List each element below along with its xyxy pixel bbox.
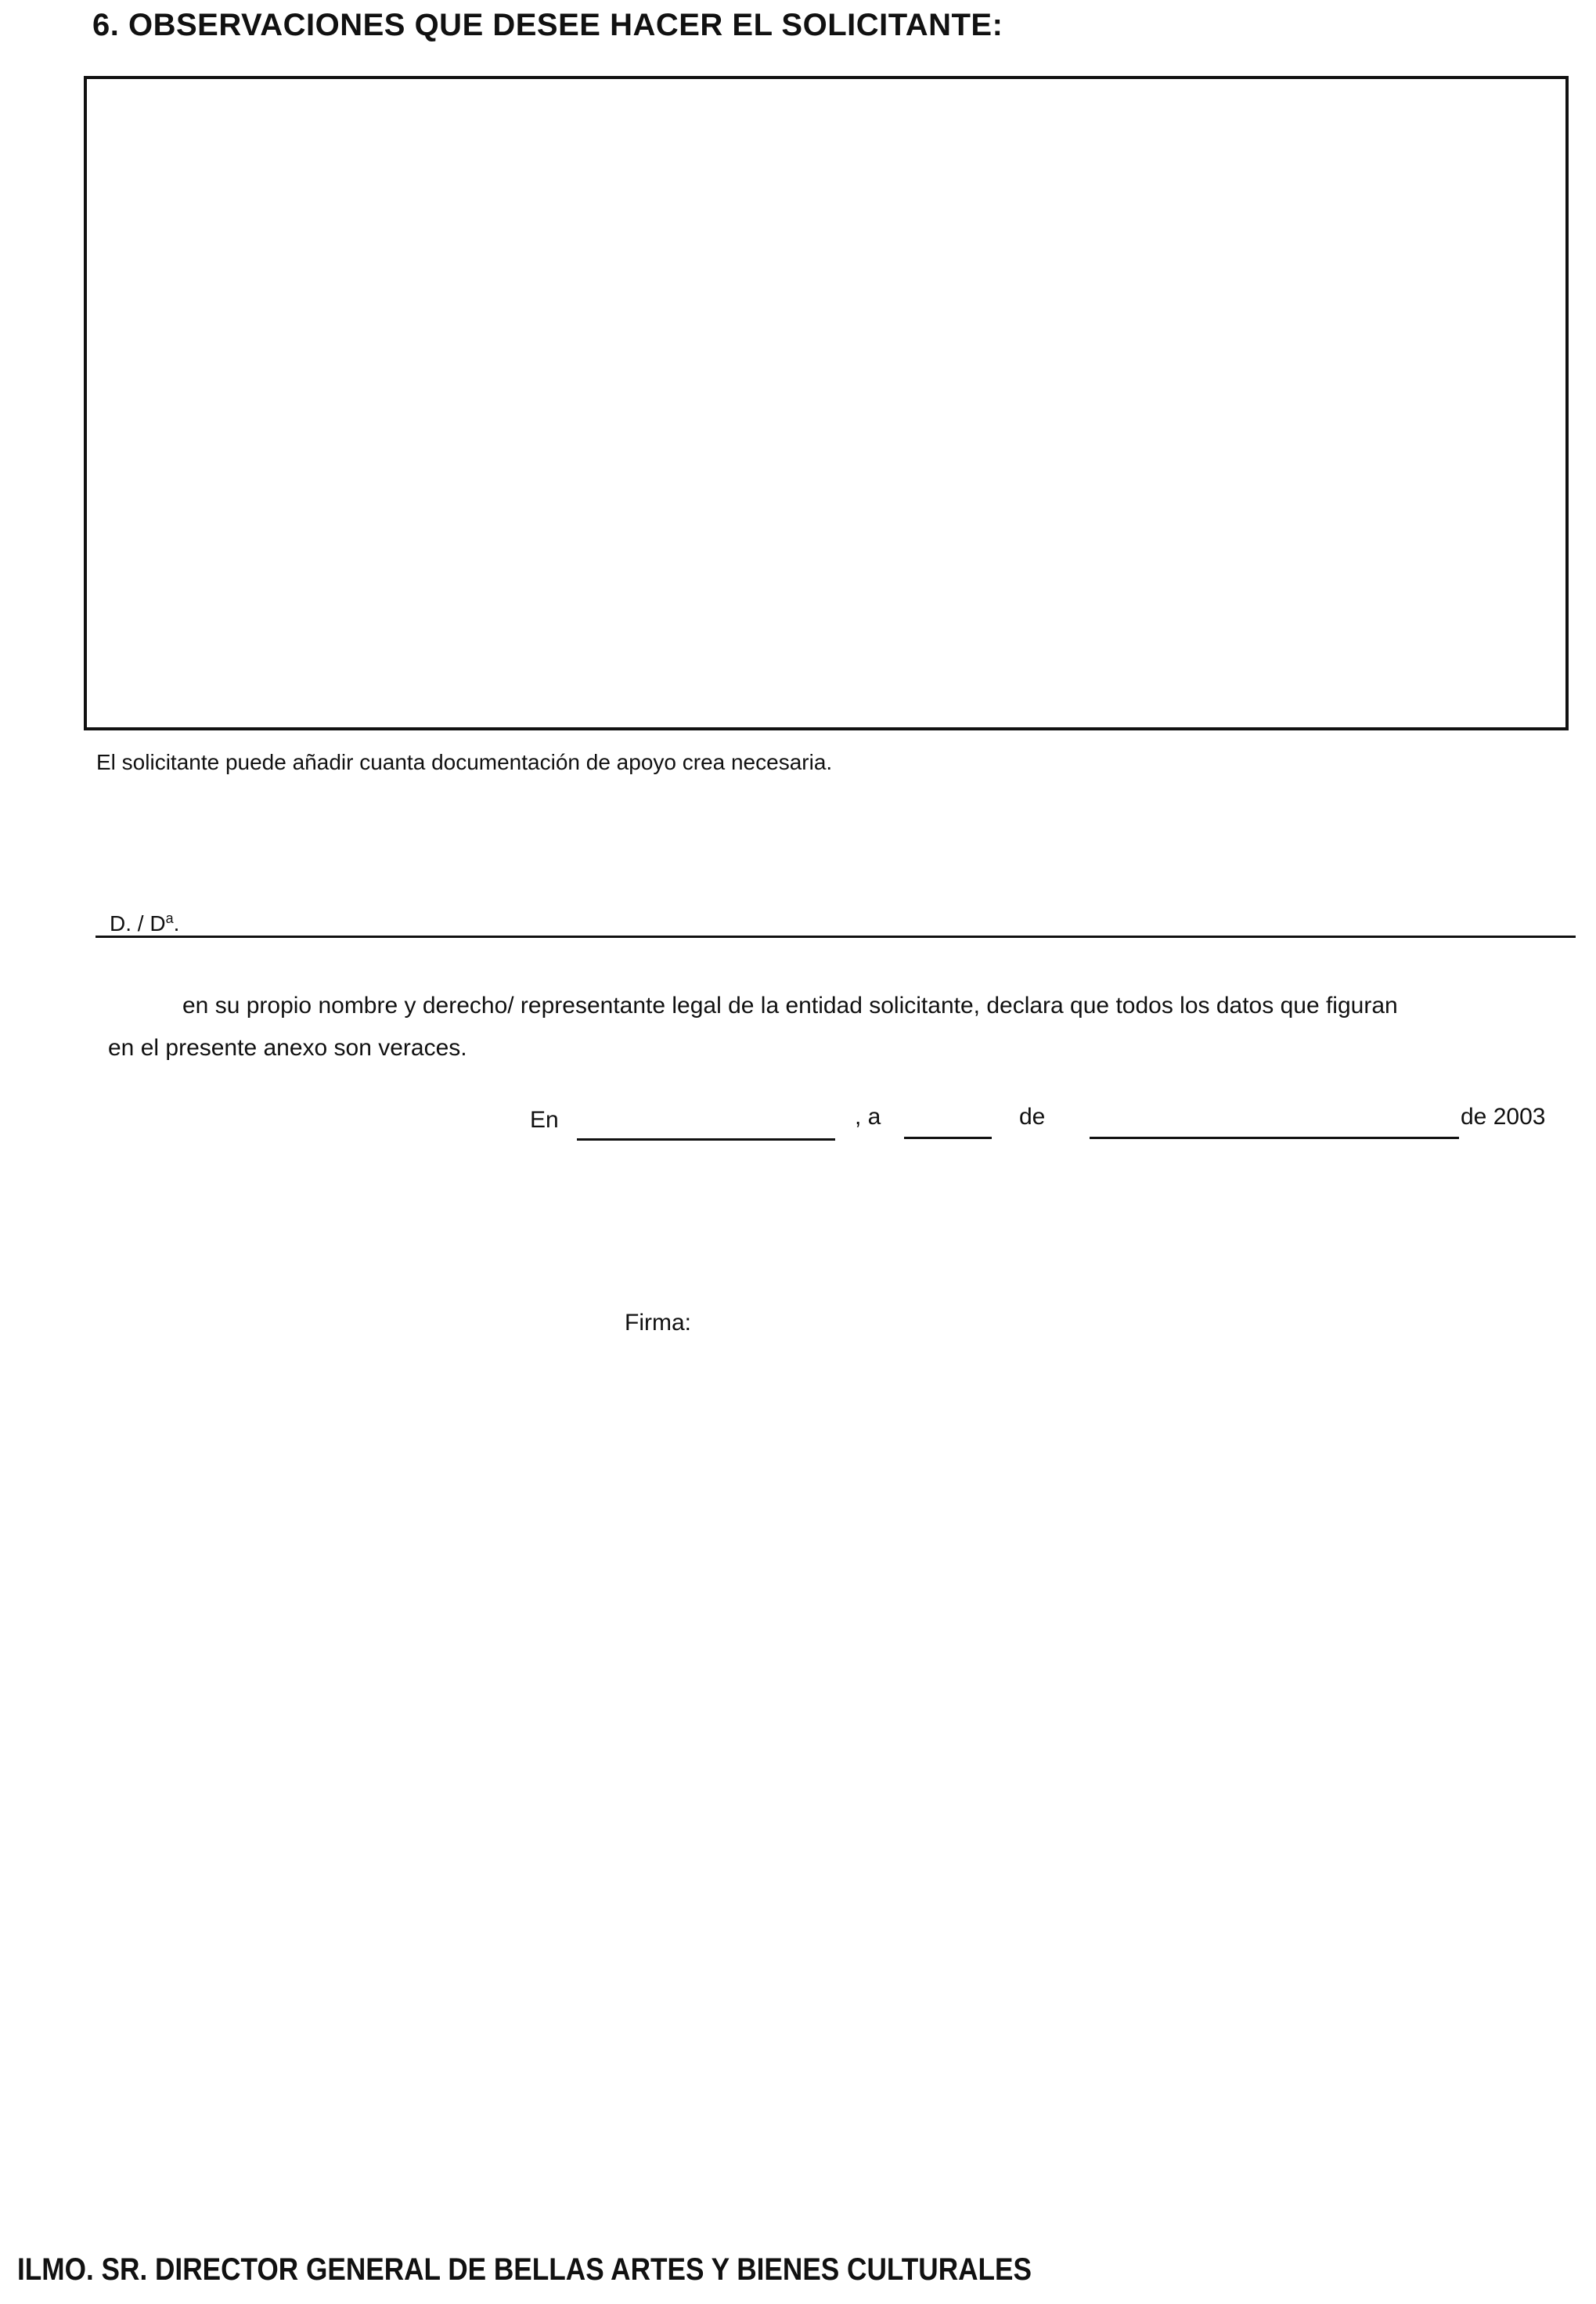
date-year-label: de 2003 (1461, 1104, 1546, 1130)
date-day-field[interactable] (904, 1137, 992, 1139)
applicant-name-label-suffix: . (173, 911, 180, 936)
declaration-line-1: en su propio nombre y derecho/ representante legal de la entidad solicitante, declara que todos los datos que figuran (182, 993, 1398, 1019)
applicant-name-label (110, 910, 179, 936)
applicant-name-field[interactable] (95, 936, 1576, 938)
date-de-label: de (1019, 1104, 1046, 1130)
date-month-field[interactable] (1090, 1137, 1459, 1139)
observations-box[interactable] (84, 76, 1569, 730)
declaration-line-2: en el presente anexo son veraces. (108, 1035, 467, 1061)
signature-label: Firma: (625, 1310, 691, 1336)
section-title: 6. OBSERVACIONES QUE DESEE HACER EL SOLICITANTE: (92, 8, 1003, 42)
applicant-name-label-sup: a (165, 910, 174, 926)
date-place-field[interactable] (577, 1138, 835, 1141)
date-a-label: , a (855, 1104, 881, 1130)
applicant-name-label-prefix: D. / D (110, 911, 166, 936)
addressee: ILMO. SR. DIRECTOR GENERAL DE BELLAS ARTES Y BIENES CULTURALES (17, 2252, 1032, 2287)
date-en-label: En (530, 1107, 559, 1133)
supporting-docs-note: El solicitante puede añadir cuanta documentación de apoyo crea necesaria. (96, 750, 833, 774)
